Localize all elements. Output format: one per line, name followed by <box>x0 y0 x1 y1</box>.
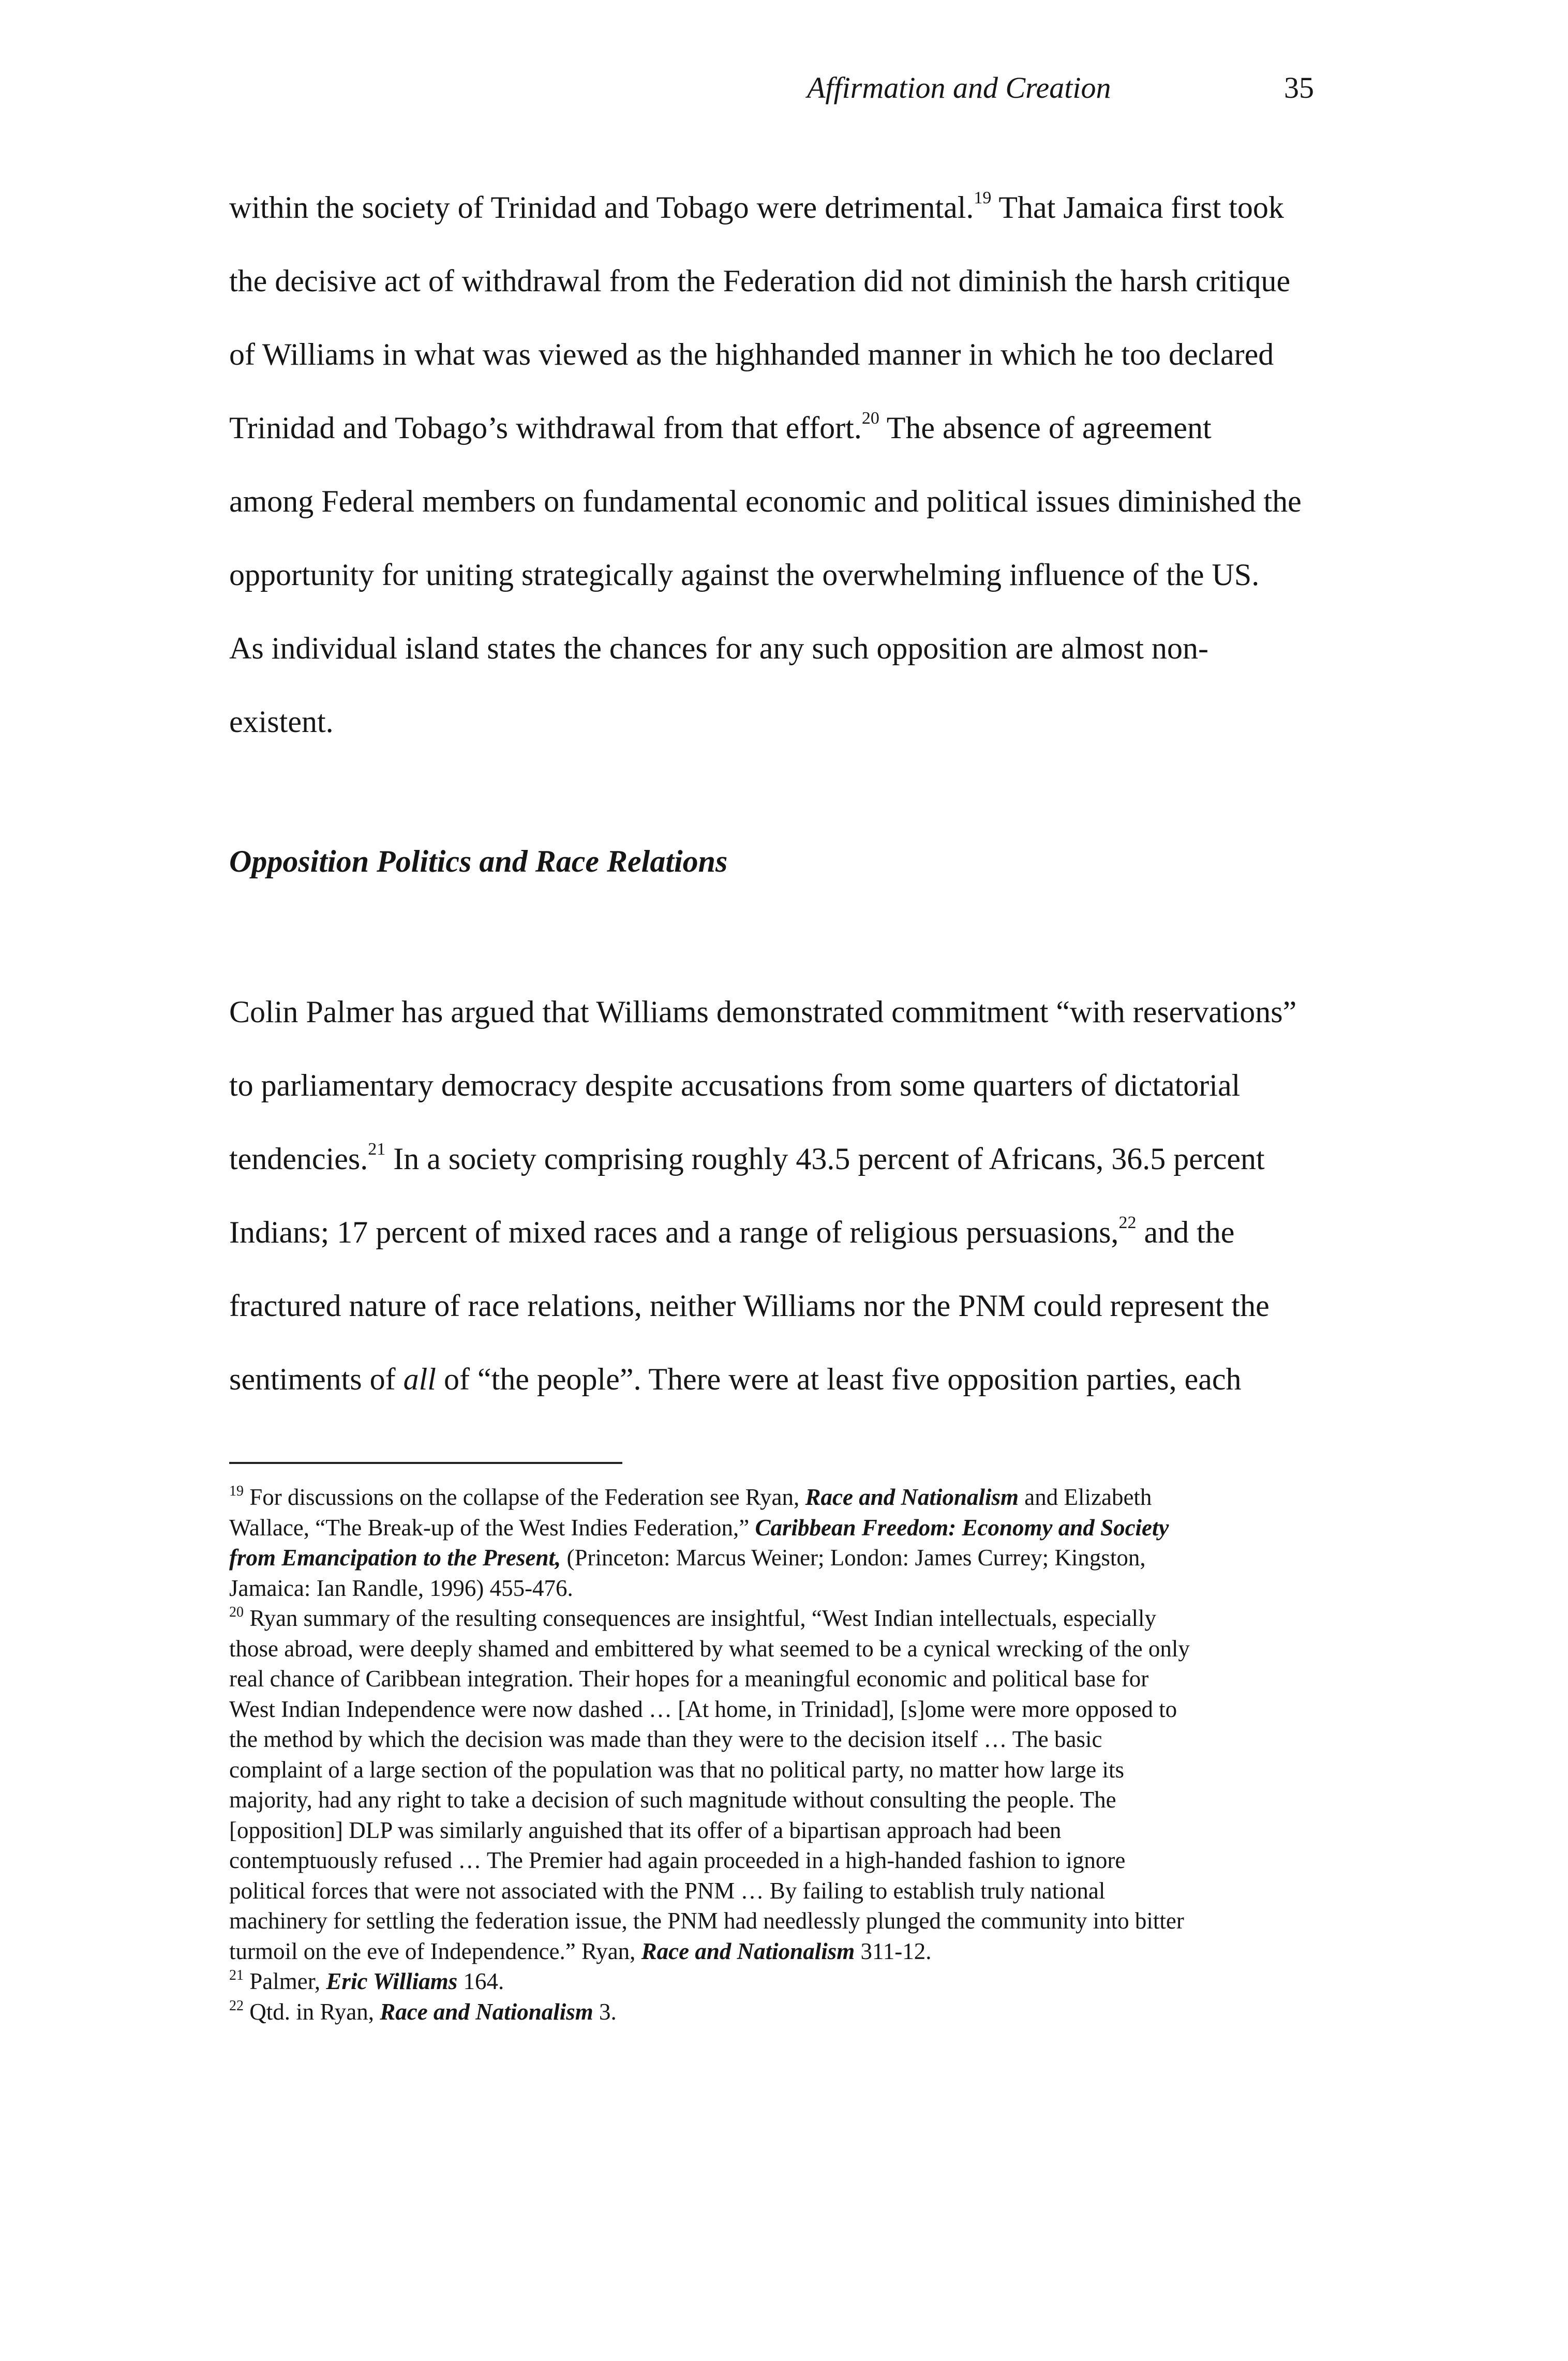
book-title: Race and Nationalism <box>641 1938 855 1964</box>
text-line: among Federal members on fundamental economic and political issues diminished the <box>229 484 1302 518</box>
footnote-21: $^{21}$ Palmer, Eric Williams 164. <box>229 1967 504 1994</box>
book-title: from Emancipation to the Present, <box>229 1545 561 1571</box>
footnote-19: $^{19}$ For discussions on the collapse of the Federation see Ryan, Race and Nationalism and Elizabeth Wallace, “The Break-up of the West Indies Federation,” Caribbean Freedom: Economy and Society from Emancipation to the Present, (Princeton: Marcus Weiner; London: James Currey; Kingston, Jamaica: Ian Randle, 1996) 455-476. <box>229 1483 1169 1601</box>
text-line: existent. <box>229 705 334 739</box>
footnote-ref-20[interactable]: 20 <box>861 409 879 428</box>
text-line: within the society of Trinidad and Tobago were detrimental.$^{19}$ That Jamaica first took <box>229 188 1284 225</box>
footnote-number: 22 <box>229 1997 244 2014</box>
footnote-22: $^{22}$ Qtd. in Ryan, Race and Nationalism 3. <box>229 1997 617 2025</box>
text-line: sentiments of all of “the people”. There were at least five opposition parties, each <box>229 1362 1242 1396</box>
paragraph-federation <box>229 171 1357 758</box>
text-line: of Williams in what was viewed as the highhanded manner in which he too declared <box>229 337 1274 371</box>
section-heading: Opposition Politics and Race Relations <box>229 844 728 878</box>
text-line: to parliamentary democracy despite accusations from some quarters of dictatorial <box>229 1068 1241 1102</box>
text-line: the decisive act of withdrawal from the Federation did not diminish the harsh critique <box>229 264 1291 298</box>
footnote-ref-21[interactable]: 21 <box>368 1140 386 1159</box>
footnote-ref-19[interactable]: 19 <box>974 188 992 207</box>
footnote-ref-22[interactable]: 22 <box>1118 1213 1137 1232</box>
text-line: opportunity for uniting strategically against the overwhelming influence of the US. <box>229 558 1260 592</box>
paragraph-opposition <box>229 975 1357 1416</box>
text-line: As individual island states the chances for any such opposition are almost non- <box>229 631 1208 665</box>
book-title: Race and Nationalism <box>380 1998 593 2025</box>
book-title: Race and Nationalism <box>805 1484 1019 1510</box>
book-title: Eric Williams <box>326 1968 458 1994</box>
footnote-20: $^{20}$ Ryan summary of the resulting consequences are insightful, “West Indian intellectuals, especially those abroad, were deeply shamed and embittered by what seemed to be a cynical wrecking of the only real chance of Caribbean integration. Their hopes for a meaningful economic and political base for West Indian Independence were now dashed … [At home, in Trinidad], [s]ome were more opposed to the method by which the decision was made than they were to the decision itself … The basic complaint of a large section of the population was that no political party, no matter how large its majority, had any right to take a decision of such magnitude without consulting the people. The [opposition] DLP was similarly anguished that its offer of a bipartisan approach had been contemptuously refused … The Premier had again proceeded in a high-handed fashion to ignore political forces that were not associated with the PNM … By failing to establish truly national machinery for settling the federation issue, the PNM had needlessly plunged the community into bitter turmoil on the eve of Independence.” Ryan, Race and Nationalism 311-12. <box>229 1604 1190 1964</box>
text-line: fractured nature of race relations, neither Williams nor the PNM could represent the <box>229 1289 1270 1323</box>
page-number: 35 <box>1284 71 1314 104</box>
footnote-number: 20 <box>229 1604 244 1620</box>
footnote-number: 21 <box>229 1967 244 1983</box>
text-line: Indians; 17 percent of mixed races and a range of religious persuasions,$^{22}$ and the <box>229 1213 1235 1249</box>
footnote-number: 19 <box>229 1483 244 1499</box>
text-line: Colin Palmer has argued that Williams demonstrated commitment “with reservations” <box>229 995 1297 1029</box>
footnote-divider <box>229 1462 622 1464</box>
book-title: Caribbean Freedom: Economy and Society <box>755 1514 1169 1541</box>
running-title: Affirmation and Creation <box>807 71 1111 104</box>
text-line: Trinidad and Tobago’s withdrawal from that effort.$^{20}$ The absence of agreement <box>229 409 1212 445</box>
footnotes <box>229 1482 1336 2027</box>
emphasis-all: all <box>403 1362 436 1396</box>
text-line: tendencies.$^{21}$ In a society comprising roughly 43.5 percent of Africans, 36.5 percent <box>229 1140 1265 1176</box>
